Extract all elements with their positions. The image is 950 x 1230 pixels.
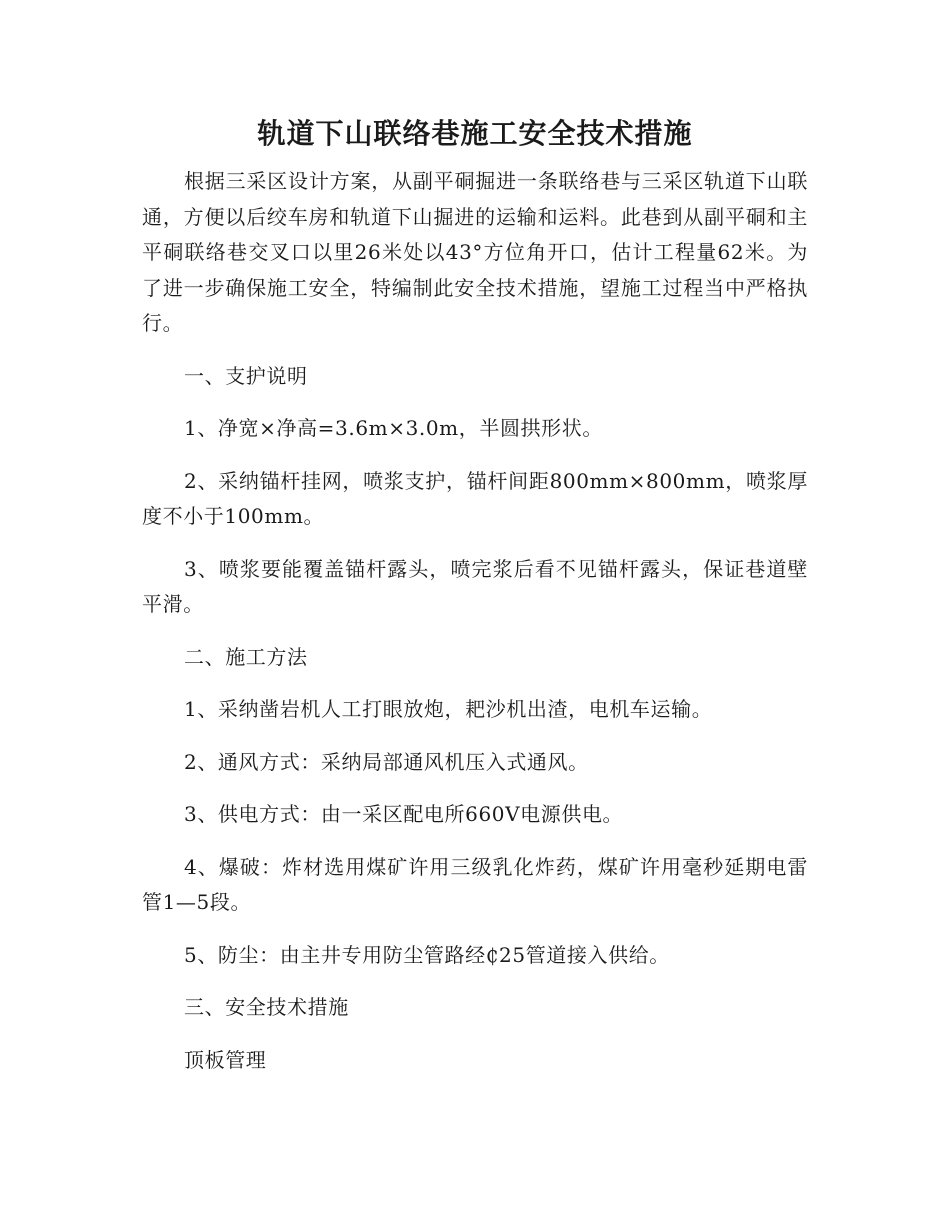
support-item-2: 2、采纳锚杆挂网，喷浆支护，锚杆间距800mm×800mm，喷浆厚度不小于100mm。 — [142, 468, 808, 528]
method-item-4: 4、爆破：炸材选用煤矿许用三级乳化炸药，煤矿许用毫秒延期电雷管1—5段。 — [142, 854, 808, 914]
subheading-roof-management: 顶板管理 — [184, 1047, 267, 1072]
document-page — [142, 100, 808, 1078]
support-item-3: 3、喷浆要能覆盖锚杆露头，喷完浆后看不见锚杆露头，保证巷道壁平滑。 — [142, 556, 808, 616]
method-item-5: 5、防尘：由主井专用防尘管路经₵25管道接入供给。 — [184, 942, 670, 967]
document-title: 轨道下山联络巷施工安全技术措施 — [257, 117, 693, 150]
method-item-2: 2、通风方式：采纳局部通风机压入式通风。 — [184, 749, 589, 774]
intro-paragraph: 根据三采区设计方案，从副平硐掘进一条联络巷与三采区轨道下山联通，方便以后绞车房和轨道下山掘进的运输和运料。此巷到从副平硐和主平硐联络巷交叉口以里26米处以43°方位角开口，估计工程量62米。为了进一步确保施工安全，特编制此安全技术措施，望施工过程当中严格执行。 — [142, 169, 808, 335]
method-item-1: 1、采纳凿岩机人工打眼放炮，耙沙机出渣，电机车运输。 — [184, 697, 713, 721]
section-heading-safety: 三、安全技术措施 — [184, 995, 349, 1019]
section-heading-support: 一、支护说明 — [184, 363, 308, 388]
support-item-1: 1、净宽×净高=3.6m×3.0m，半圆拱形状。 — [184, 416, 603, 440]
section-heading-method: 二、施工方法 — [184, 644, 308, 669]
method-item-3: 3、供电方式：由一采区配电所660V电源供电。 — [184, 802, 624, 826]
